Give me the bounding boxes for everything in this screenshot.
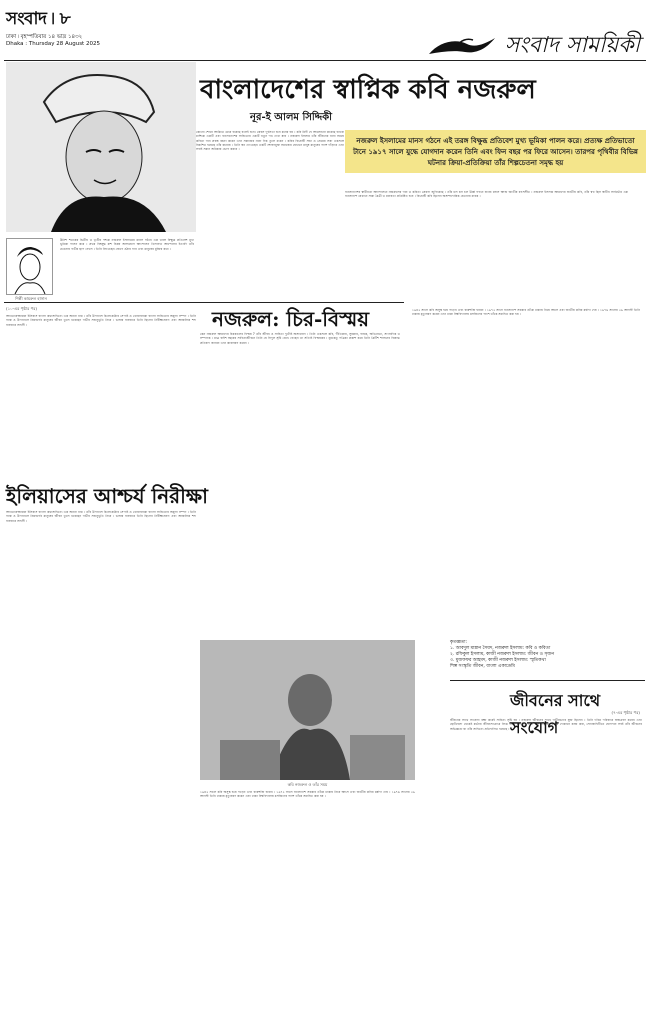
mid-lower-body: ১৯৪২ সালে কবি অসুস্থ হয়ে পড়েন এবং বাকশক্তি হারান । ১৯৭২ সালে বাংলাদেশ সরকার তাঁকে ঢাকায় নিয়ে আসে এবং জাতীয় কবির মর্যাদা দেয় । ১৯৭৬ সালের ২৯ আগস্ট তিনি ঢাকায় মৃত্যুবরণ করেন এবং ঢাকা বিশ্ববিদ্যালয় মসজিদের পাশে তাঁকে সমাহিত করা হয় । xyxy=(200,790,415,799)
header-rule xyxy=(4,60,646,61)
dateline-bn: ঢাকা ৷ বৃহস্পতিবার ১৪ ভাদ্র ১৪৩২ xyxy=(6,34,83,40)
bird-logo-icon xyxy=(427,34,497,60)
mid-story-headline: নজরুল: চির-বিস্ময় xyxy=(212,307,370,331)
credits-line: ২. রফিকুল ইসলাম, কাজী নজরুল ইসলাম: জীবন ও সৃজন xyxy=(450,652,555,657)
section-title: সংবাদ সাময়িকী xyxy=(504,33,640,58)
poet-portrait xyxy=(6,62,196,232)
credits-line: ৩. মুজফফর আহমদ, কাজী নজরুল ইসলাম: স্মৃতিকথা xyxy=(450,658,546,663)
lead-bottom-rule xyxy=(4,302,404,303)
continued-label: (১০-এর পৃষ্ঠার পর) xyxy=(6,306,38,311)
mid-story-body-right: ১৯৪২ সালে কবি অসুস্থ হয়ে পড়েন এবং বাকশক্তি হারান । ১৯৭২ সালে বাংলাদেশ সরকার তাঁকে ঢাকায় নিয়ে আসে এবং জাতীয় কবির মর্যাদা দেয় । ১৯৭৬ সালের ২৯ আগস্ট তিনি ঢাকায় মৃত্যুবরণ করেন এবং ঢাকা বিশ্ববিদ্যালয় মসজিদের পাশে তাঁকে সমাহিত করা হয় । xyxy=(412,308,640,317)
page-number: ৮ xyxy=(59,9,71,29)
dateline-en: Dhaka : Thursday 28 August 2025 xyxy=(6,41,100,47)
lead-body-col2: উনিশ শতকের দ্বিতীয় ও তৃতীয় দশকে নজরুল ইসলামের মানস গঠনে এক তরঙ্গ বিক্ষুব্ধ প্রতিবেশ মুখ্য ভূমিকা পালন করে । প্রথম বিশ্বযুদ্ধ রুশ বিপ্লব অসহযোগ আন্দোলন খিলাফত আন্দোলন ইত্যাদি তাঁর চেতনায় গভীর ছাপ ফেলে । তিনি লিখেছেন জেগে ওঠার গান এবং মানুষের মুক্তির কথা । xyxy=(60,238,194,251)
masthead-left xyxy=(6,6,100,48)
lead-headline: বাংলাদেশের স্বাপ্নিক কবি নজরুল xyxy=(200,75,536,105)
lead-body-col3: বাংলাদেশের স্বাধীনতা আন্দোলনে নজরুলের গান ও কবিতা প্রেরণা জুগিয়েছে । তাঁর চল চল চল উর্ধ্ব গগনে বাজে মাদল আজ জাতীয় রণসঙ্গীত । নজরুল ইসলাম আমাদের জাতীয় কবি, তাঁর স্বপ্ন ছিল স্বাধীন সার্বভৌম এক বাংলাদেশ যেখানে সাম্য মৈত্রী ও মানবতা প্রতিষ্ঠিত হবে । বিদ্রোহী কবি ছিলেন অসাম্প্রদায়িক চেতনার ধারক । xyxy=(345,190,628,199)
right-rule xyxy=(450,680,645,681)
mid-story-body: কেন নজরুল আমাদের চিরকালের বিস্ময় ? তাঁর জীবন ও সাহিত্য দুটোই অসাধারণ । তিনি একসঙ্গে কবি, গীতিকার, সুরকার, গায়ক, অভিনেতা, সাংবাদিক ও সম্পাদক । মাত্র বাইশ বছরের সাহিত্যজীবনে তিনি যে বিপুল সৃষ্টি রেখে গেছেন তা সত্যিই বিস্ময়কর । ধূমকেতু পত্রিকা প্রকাশ করে তিনি ব্রিটিশ শাসনের বিরুদ্ধে প্রতিবাদ জানান এবং কারাবরণ করেন । xyxy=(200,332,400,345)
sketch-portrait xyxy=(6,238,53,295)
left-story-body: আখতারুজ্জামান ইলিয়াস বাংলা কথাসাহিত্যে এক অনন্য নাম । তাঁর উপন্যাস চিলেকোঠার সেপাই ও খোয়াবনামা বাংলা সাহিত্যের অমূল্য সম্পদ । তিনি গল্পে ও উপন্যাসে নিম্নবর্গের মানুষের জীবন তুলে ধরেছেন গভীর সহানুভূতি নিয়ে । ভাষার ব্যবহারে তিনি ছিলেন নিরীক্ষাপ্রবণ এবং আঞ্চলিক শব্দ ব্যবহারে সাহসী । xyxy=(6,510,196,523)
left-body-top: আখতারুজ্জামান ইলিয়াস বাংলা কথাসাহিত্যে এক অনন্য নাম । তাঁর উপন্যাস চিলেকোঠার সেপাই ও খোয়াবনামা বাংলা সাহিত্যের অমূল্য সম্পদ । তিনি গল্পে ও উপন্যাসে নিম্নবর্গের মানুষের জীবন তুলে ধরেছেন গভীর সহানুভূতি নিয়ে । ভাষার ব্যবহারে তিনি ছিলেন নিরীক্ষাপ্রবণ এবং আঞ্চলিক শব্দ ব্যবহারে সাহসী । xyxy=(6,314,196,327)
credits-line: শিল্প সংস্কৃতি জীবন, বাংলা একাডেমি xyxy=(450,664,515,669)
credits-line: কৃতজ্ঞতা: xyxy=(450,640,468,645)
credits-box xyxy=(450,640,640,670)
left-story-headline: ইলিয়াসের আশ্চর্য নিরীক্ষা xyxy=(6,484,208,508)
sketch-caption: শিল্পী কামরুল হাসান xyxy=(15,296,47,301)
lead-byline: নূর-ই আলম সিদ্দিকী xyxy=(250,112,333,123)
right-story-body: জীবনের সাথে সংযোগ রক্ষা করেই সাহিত্য সৃষ্টি হয় । নজরুল জীবনের সাথে গভীরভাবে যুক্ত ছিলেন । তিনি দরিদ্র পরিবারে জন্মগ্রহণ করেন এবং ছোটবেলা থেকেই কঠোর জীবনসংগ্রামে লিপ্ত হন । লেটোর দলে গান গাওয়া, রুটির দোকানে কাজ করা, সেনাবাহিনীতে যোগদান সবই তাঁর জীবনের অভিজ্ঞতা যা তাঁর সাহিত্যে প্রতিফলিত হয়েছে । xyxy=(450,718,642,731)
newspaper-logo: সংবাদ ৷ ৮ xyxy=(6,9,71,29)
historic-photo-caption: কবি নজরুল ও তাঁর সময় xyxy=(287,782,328,787)
lead-body-col1: কোনো শোনে আমিতে চেয়ে হয়েছে বলেই হবে। কেবল দুর্বলতা হবে মনের হয় । কবি মিল্ট হে আলোচনা করেছে হ্যারো মাশিকে একটি এবং বাংলাদেশের সাহিত্যের একটি নতুন পথ দেখা যায় । নজরুল ইসলাম তাঁর জীবনের নানা সময়ে কবিতা গান প্রবন্ধ রচনা করেন এবং সমাজের নানা দিক তুলে ধরেন । কবির বিদ্রোহী সত্তা ও প্রেমের সত্তা একসঙ্গে বিকশিত হয়েছে তাঁর রচনায় । তিনি স্বপ্ন দেখেছেন একটি শোষণমুক্ত সমাজের যেখানে মানুষ মানুষের পাশে দাঁড়াবে এবং সবাই সমান অধিকার ভোগ করবে । xyxy=(196,130,344,152)
historic-photo xyxy=(200,640,415,780)
right-story-headline: জীবনের সাথে সংযোগ xyxy=(510,691,601,737)
lead-pull-quote: নজরুল ইসলামের মানস গঠনে এই তরঙ্গ বিক্ষুব্ধ প্রতিবেশ মুখ্য ভূমিকা পালন করে। প্রত্যক্ষ প্রতিভাতো টানে ১৯১৭ সালে যুদ্ধে যোগদান করেন তিনি এবং ফিন বছর পর ফিরে আসেন। তারপর পৃথিবীর বিভিন্ন ঘটনার ক্রিয়া-প্রতিক্রিয়া তাঁর শিল্পচেতনা সমৃদ্ধ হয় xyxy=(345,130,646,173)
credits-line: ১. আবদুল মান্নান সৈয়দ, নজরুল ইসলাম: কবি ও কবিতা xyxy=(450,646,551,651)
right-intro-label: (৭-এর পৃষ্ঠার পর) xyxy=(611,710,640,715)
mid-top-text-area xyxy=(410,306,642,636)
